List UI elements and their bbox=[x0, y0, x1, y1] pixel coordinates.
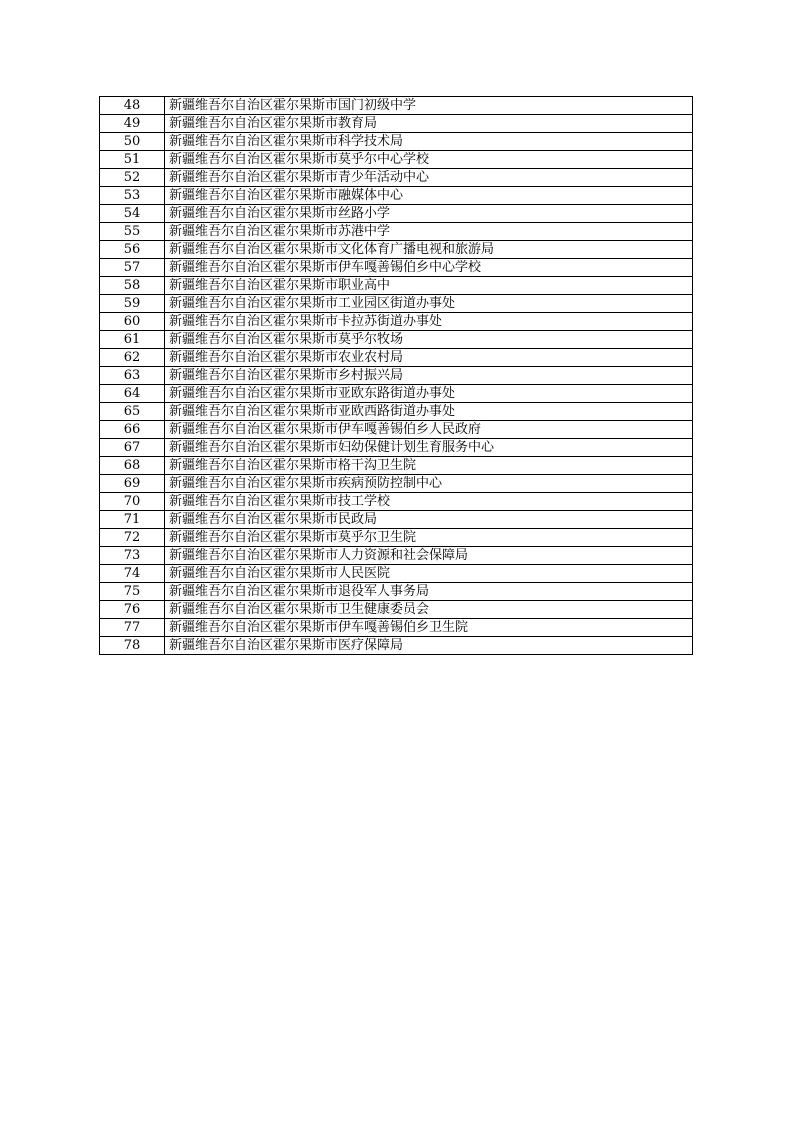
organization-name-cell: 新疆维吾尔自治区霍尔果斯市民政局 bbox=[165, 511, 693, 529]
organization-name-cell: 新疆维吾尔自治区霍尔果斯市莫乎尔卫生院 bbox=[165, 529, 693, 547]
table-row bbox=[100, 421, 693, 439]
row-number-cell: 56 bbox=[100, 241, 165, 259]
organization-name-cell: 新疆维吾尔自治区霍尔果斯市伊车嘎善锡伯乡人民政府 bbox=[165, 421, 693, 439]
organization-name-cell: 新疆维吾尔自治区霍尔果斯市卡拉苏街道办事处 bbox=[165, 313, 693, 331]
organization-name-cell: 新疆维吾尔自治区霍尔果斯市疾病预防控制中心 bbox=[165, 475, 693, 493]
row-number-cell: 50 bbox=[100, 133, 165, 151]
table-row bbox=[100, 241, 693, 259]
organization-name-cell: 新疆维吾尔自治区霍尔果斯市工业园区街道办事处 bbox=[165, 295, 693, 313]
organization-name-cell: 新疆维吾尔自治区霍尔果斯市文化体育广播电视和旅游局 bbox=[165, 241, 693, 259]
table-row bbox=[100, 223, 693, 241]
row-number-cell: 49 bbox=[100, 115, 165, 133]
table-row bbox=[100, 295, 693, 313]
row-number-cell: 74 bbox=[100, 565, 165, 583]
organization-name-cell: 新疆维吾尔自治区霍尔果斯市伊车嘎善锡伯乡卫生院 bbox=[165, 619, 693, 637]
row-number-cell: 61 bbox=[100, 331, 165, 349]
organization-name-cell: 新疆维吾尔自治区霍尔果斯市苏港中学 bbox=[165, 223, 693, 241]
table-row bbox=[100, 475, 693, 493]
table-row bbox=[100, 313, 693, 331]
row-number-cell: 64 bbox=[100, 385, 165, 403]
organization-name-cell: 新疆维吾尔自治区霍尔果斯市人力资源和社会保障局 bbox=[165, 547, 693, 565]
row-number-cell: 60 bbox=[100, 313, 165, 331]
row-number-cell: 54 bbox=[100, 205, 165, 223]
table-row bbox=[100, 367, 693, 385]
organization-name-cell: 新疆维吾尔自治区霍尔果斯市科学技术局 bbox=[165, 133, 693, 151]
row-number-cell: 71 bbox=[100, 511, 165, 529]
row-number-cell: 76 bbox=[100, 601, 165, 619]
row-number-cell: 72 bbox=[100, 529, 165, 547]
row-number-cell: 51 bbox=[100, 151, 165, 169]
organization-name-cell: 新疆维吾尔自治区霍尔果斯市妇幼保健计划生育服务中心 bbox=[165, 439, 693, 457]
row-number-cell: 70 bbox=[100, 493, 165, 511]
organization-name-cell: 新疆维吾尔自治区霍尔果斯市伊车嘎善锡伯乡中心学校 bbox=[165, 259, 693, 277]
organization-name-cell: 新疆维吾尔自治区霍尔果斯市教育局 bbox=[165, 115, 693, 133]
table-row bbox=[100, 151, 693, 169]
row-number-cell: 55 bbox=[100, 223, 165, 241]
table-row bbox=[100, 385, 693, 403]
organization-name-cell: 新疆维吾尔自治区霍尔果斯市卫生健康委员会 bbox=[165, 601, 693, 619]
table-row bbox=[100, 331, 693, 349]
organization-name-cell: 新疆维吾尔自治区霍尔果斯市农业农村局 bbox=[165, 349, 693, 367]
organization-name-cell: 新疆维吾尔自治区霍尔果斯市亚欧东路街道办事处 bbox=[165, 385, 693, 403]
row-number-cell: 52 bbox=[100, 169, 165, 187]
table-row bbox=[100, 583, 693, 601]
table-row bbox=[100, 565, 693, 583]
table-row bbox=[100, 259, 693, 277]
row-number-cell: 77 bbox=[100, 619, 165, 637]
row-number-cell: 75 bbox=[100, 583, 165, 601]
table-row bbox=[100, 529, 693, 547]
table-row bbox=[100, 601, 693, 619]
organization-name-cell: 新疆维吾尔自治区霍尔果斯市格干沟卫生院 bbox=[165, 457, 693, 475]
row-number-cell: 65 bbox=[100, 403, 165, 421]
organization-table-body bbox=[100, 97, 693, 655]
table-row bbox=[100, 349, 693, 367]
organization-name-cell: 新疆维吾尔自治区霍尔果斯市莫乎尔牧场 bbox=[165, 331, 693, 349]
row-number-cell: 63 bbox=[100, 367, 165, 385]
organization-name-cell: 新疆维吾尔自治区霍尔果斯市莫乎尔中心学校 bbox=[165, 151, 693, 169]
row-number-cell: 69 bbox=[100, 475, 165, 493]
organization-name-cell: 新疆维吾尔自治区霍尔果斯市退役军人事务局 bbox=[165, 583, 693, 601]
table-row bbox=[100, 97, 693, 115]
organization-name-cell: 新疆维吾尔自治区霍尔果斯市技工学校 bbox=[165, 493, 693, 511]
organization-name-cell: 新疆维吾尔自治区霍尔果斯市医疗保障局 bbox=[165, 637, 693, 655]
table-row bbox=[100, 457, 693, 475]
organization-name-cell: 新疆维吾尔自治区霍尔果斯市融媒体中心 bbox=[165, 187, 693, 205]
row-number-cell: 68 bbox=[100, 457, 165, 475]
row-number-cell: 48 bbox=[100, 97, 165, 115]
row-number-cell: 58 bbox=[100, 277, 165, 295]
table-row bbox=[100, 133, 693, 151]
row-number-cell: 73 bbox=[100, 547, 165, 565]
row-number-cell: 66 bbox=[100, 421, 165, 439]
row-number-cell: 78 bbox=[100, 637, 165, 655]
organization-name-cell: 新疆维吾尔自治区霍尔果斯市丝路小学 bbox=[165, 205, 693, 223]
organization-name-cell: 新疆维吾尔自治区霍尔果斯市乡村振兴局 bbox=[165, 367, 693, 385]
row-number-cell: 67 bbox=[100, 439, 165, 457]
organization-name-cell: 新疆维吾尔自治区霍尔果斯市国门初级中学 bbox=[165, 97, 693, 115]
row-number-cell: 53 bbox=[100, 187, 165, 205]
row-number-cell: 59 bbox=[100, 295, 165, 313]
table-row bbox=[100, 403, 693, 421]
row-number-cell: 57 bbox=[100, 259, 165, 277]
table-row bbox=[100, 619, 693, 637]
organization-name-cell: 新疆维吾尔自治区霍尔果斯市职业高中 bbox=[165, 277, 693, 295]
organization-name-cell: 新疆维吾尔自治区霍尔果斯市人民医院 bbox=[165, 565, 693, 583]
table-row bbox=[100, 637, 693, 655]
table-row bbox=[100, 493, 693, 511]
organization-name-cell: 新疆维吾尔自治区霍尔果斯市青少年活动中心 bbox=[165, 169, 693, 187]
organization-table bbox=[99, 96, 693, 655]
table-row bbox=[100, 547, 693, 565]
row-number-cell: 62 bbox=[100, 349, 165, 367]
table-row bbox=[100, 169, 693, 187]
table-row bbox=[100, 115, 693, 133]
table-row bbox=[100, 205, 693, 223]
table-row bbox=[100, 511, 693, 529]
table-row bbox=[100, 439, 693, 457]
organization-name-cell: 新疆维吾尔自治区霍尔果斯市亚欧西路街道办事处 bbox=[165, 403, 693, 421]
table-row bbox=[100, 187, 693, 205]
table-row bbox=[100, 277, 693, 295]
